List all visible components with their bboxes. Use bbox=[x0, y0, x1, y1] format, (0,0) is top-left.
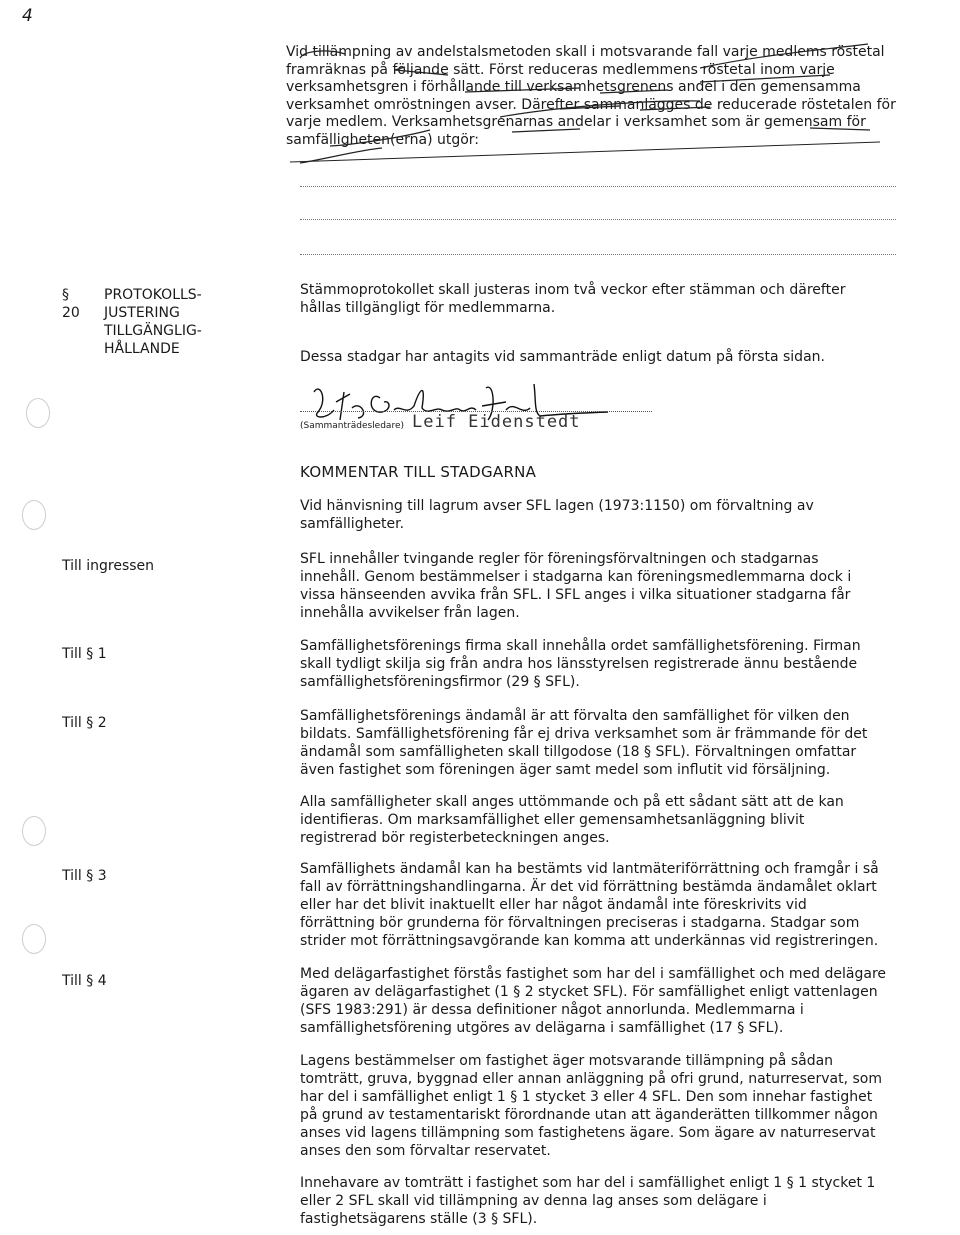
label-till-ingressen: Till ingressen bbox=[62, 558, 155, 574]
title-line: PROTOKOLLS- bbox=[104, 287, 202, 303]
comment-intro-text: Vid hänvisning till lagrum avser SFL lagen (1973:1150) om förvaltning av samfälligheter. bbox=[300, 498, 814, 532]
section-20-text bbox=[300, 281, 890, 317]
comment-paragraf-2 bbox=[300, 707, 880, 779]
comment-ingressen bbox=[300, 550, 880, 622]
strikethrough-marks bbox=[0, 0, 960, 200]
comment-paragraf-3 bbox=[300, 860, 880, 950]
punch-hole-icon bbox=[26, 398, 50, 428]
fill-in-line bbox=[300, 254, 896, 255]
comment-paragraph: Samfällighetsförenings ändamål är att förvalta den samfällighet för vilken den bildats. Samfällighetsförening får ej driva verksamhet som är främmande för det ändamål som samfälligheten skall tillgodose (18 § SFL). Förvaltningen omfattar även fastighet som föreningen äger samt medel som influtit vid försäljning. bbox=[300, 708, 868, 778]
comment-paragraf-4c bbox=[300, 1174, 890, 1228]
comment-paragraf-4 bbox=[300, 965, 890, 1037]
comment-paragraph: SFL innehåller tvingande regler för föreningsförvaltningen och stadgarnas innehåll. Genom bestämmelser i stadgarna kan föreningsmedlemmarna dock i vissa hänseenden avvika från SFL. I SFL anges i vilka situationer stadgarna får innehålla avvikelser från lagen. bbox=[300, 551, 852, 621]
comment-heading: KOMMENTAR TILL STADGARNA bbox=[300, 463, 537, 481]
comment-paragraf-4b bbox=[300, 1052, 890, 1160]
label-till-paragraf-3: Till § 3 bbox=[62, 868, 107, 884]
title-line: HÅLLANDE bbox=[104, 341, 180, 357]
comment-intro bbox=[300, 497, 875, 533]
fill-in-line bbox=[300, 186, 896, 187]
comment-paragraph: Samfällighets ändamål kan ha bestämts vid lantmäteriförrättning och framgår i så fall av förrättningshandlingarna. Är det vid förrättning bestämda ändamålet oklart eller har det blivit inaktuellt eller har något ändamål inte föreskrivits vid förrättning bör grunderna för förvaltningen preciseras i stadgarna. Stadgar som strider mot förrättningsavgörande kan komma att underkännas vid registreringen. bbox=[300, 861, 879, 949]
comment-paragraph: Innehavare av tomträtt i fastighet som har del i samfällighet enligt 1 § 1 stycket 1 eller 2 SFL skall vid tillämpning av denna lag anses som delägare i fastighetsägarens ställe (3 § SFL). bbox=[300, 1175, 876, 1227]
intro-text: Vid tillämpning av andelstalsmetoden skall i motsvarande fall varje medlems röstetal framräknas på följande sätt. Först reduceras medlemmens röstetal inom varje verksamhetsgren i förhållande till verksamhetsgrenens andel i den gemensamma verksamhet omröstningen avser. Därefter sammanlägges de reducerade röstetalen för varje medlem. Verksamhetsgrenarnas andelar i verksamhet som är gemensam för samfälligheten(erna) utgör: bbox=[286, 44, 896, 148]
label-till-paragraf-4: Till § 4 bbox=[62, 973, 107, 989]
comment-paragraf-2b bbox=[300, 793, 880, 847]
fill-in-line bbox=[300, 219, 896, 220]
section-20-title bbox=[104, 286, 274, 358]
punch-hole-icon bbox=[22, 816, 46, 846]
signature-name: Leif Eidenstedt bbox=[412, 412, 581, 432]
signature-caption: (Sammanträdesledare) bbox=[300, 421, 404, 431]
title-line: TILLGÄNGLIG- bbox=[104, 323, 202, 339]
title-line: JUSTERING bbox=[104, 305, 180, 321]
label-till-paragraf-1: Till § 1 bbox=[62, 646, 107, 662]
adoption-statement bbox=[300, 348, 890, 366]
comment-paragraph: Lagens bestämmelser om fastighet äger motsvarande tillämpning på sådan tomträtt, gruva, byggnad eller annan anläggning på ofri grund, naturreservat, som har del i samfällighet enligt 1 § 1 stycket 3 eller 4 SFL. Den som innehar fastighet på grund av testamentariskt förordnande utan att äganderätten tillkommer någon anses vid lagens tillämpning som fastighetens ägare. Som ägare av naturreservat anses den som förvaltar reservatet. bbox=[300, 1053, 882, 1159]
section-symbol: § 20 bbox=[62, 287, 80, 321]
punch-hole-icon bbox=[22, 500, 46, 530]
label-till-paragraf-2: Till § 2 bbox=[62, 715, 107, 731]
comment-paragraph: Samfällighetsförenings firma skall innehålla ordet samfällighetsförening. Firman skall tydligt skilja sig från andra hos länsstyrelsen registrerade ännu bestående samfällighetsföreningsfirmor (29 § SFL). bbox=[300, 638, 861, 690]
page-number: 4 bbox=[22, 6, 33, 26]
section-20-label bbox=[62, 286, 202, 357]
comment-paragraph: Alla samfälligheter skall anges uttömmande och på ett sådant sätt att de kan identifieras. Om marksamfällighet eller gemensamhetsanläggning blivit registrerad bör registerbeteckningen anges. bbox=[300, 794, 844, 846]
protocol-text: Stämmoprotokollet skall justeras inom två veckor efter stämman och därefter hållas tillgängligt för medlemmarna. bbox=[300, 282, 846, 316]
punch-hole-icon bbox=[22, 924, 46, 954]
comment-paragraph: Med delägarfastighet förstås fastighet som har del i samfällighet och med delägare ägaren av delägarfastighet (1 § 2 stycket SFL). För samfällighet enligt vattenlagen (SFS 1983:291) är dessa definitioner något annorlunda. Medlemmarna i samfällighetsförening utgöres av delägarna i samfällighet (17 § SFL). bbox=[300, 966, 887, 1036]
adoption-text: Dessa stadgar har antagits vid sammanträde enligt datum på första sidan. bbox=[300, 349, 825, 365]
comment-paragraf-1 bbox=[300, 637, 880, 691]
